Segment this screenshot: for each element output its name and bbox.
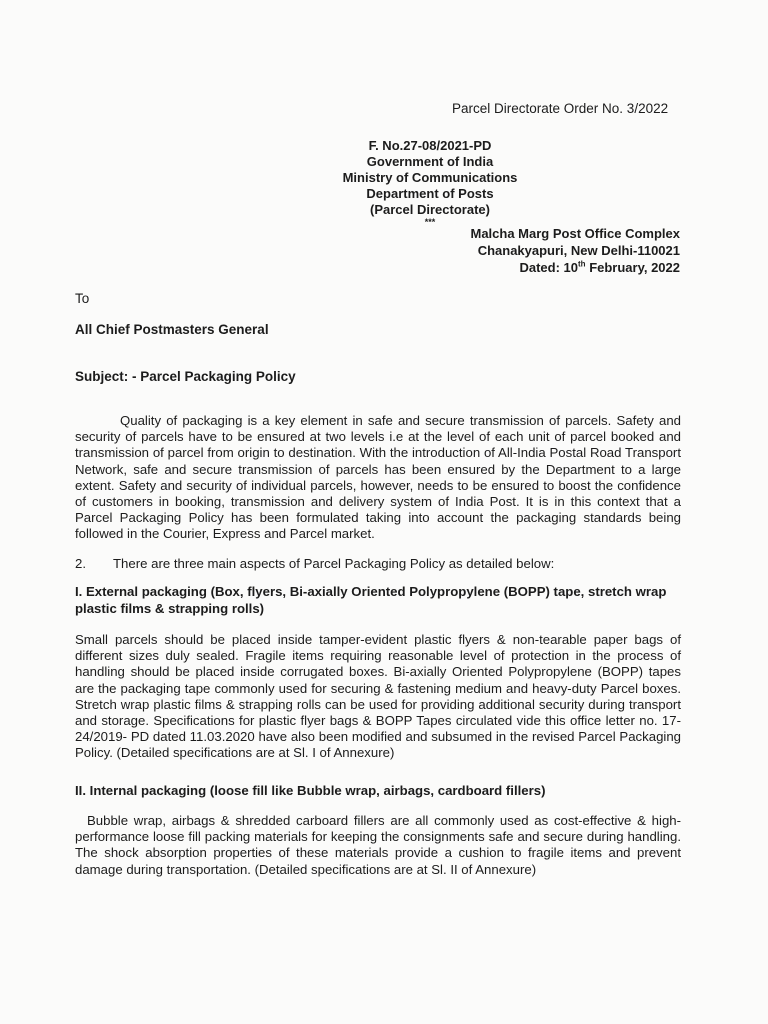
paragraph-2-number: 2. [75, 556, 86, 571]
paragraph-2 [75, 556, 681, 572]
date-suffix: February, 2022 [585, 260, 680, 275]
separator-stars: *** [424, 217, 436, 227]
paragraph-2-text: There are three main aspects of Parcel Packaging Policy as detailed below: [113, 556, 555, 571]
recipient: All Chief Postmasters General [75, 322, 269, 337]
section-1-body: Small parcels should be placed inside tamper-evident plastic flyers & non-tearable paper bags of different sizes duly sealed. Fragile items requiring reasonable level of protection in the process of handling should be placed inside corrugated boxes. Bi-axially Oriented Polypropylene (BOPP) tapes are the packaging tape commonly used for securing & fastening medium and heavy-duty Parcel boxes. Stretch wrap plastic films & strapping rolls can be used for providing additional security during transport and storage. Specifications for plastic flyer bags & BOPP Tapes circulated vide this office letter no. 17-24/2019- PD dated 11.03.2020 have also been modified and subsumed in the revised Parcel Packaging Policy. (Detailed specifications are at Sl. I of Annexure) [75, 632, 681, 761]
section-1-heading: I. External packaging (Box, flyers, Bi-axially Oriented Polypropylene (BOPP) tape, stretch wrap plastic films & strapping rolls) [75, 584, 667, 616]
file-number: F. No.27-08/2021-PD [368, 138, 492, 153]
date-line [430, 259, 680, 276]
directorate-name: (Parcel Directorate) [370, 202, 490, 217]
ministry-name: Ministry of Communications [342, 170, 518, 185]
government-name: Government of India [366, 154, 494, 169]
subject-line: Subject: - Parcel Packaging Policy [75, 369, 296, 384]
date-superscript: th [578, 259, 586, 269]
section-2-body: Bubble wrap, airbags & shredded carboard fillers are all commonly used as cost-effective & high-performance loose fill packing materials for keeping the consignments safe and secure during handling. The shock absorption properties of these materials provide a cushion to fragile items and prevent damage during transportation. (Detailed specifications are at Sl. II of Annexure) [75, 813, 681, 877]
to-label: To [75, 291, 90, 306]
section-2-heading: II. Internal packaging (loose fill like Bubble wrap, airbags, cardboard fillers) [75, 783, 546, 798]
sender-address [430, 225, 680, 276]
order-number: Parcel Directorate Order No. 3/2022 [452, 101, 669, 116]
address-line-1: Malcha Marg Post Office Complex [470, 226, 680, 241]
department-name: Department of Posts [366, 186, 494, 201]
address-line-2: Chanakyapuri, New Delhi-110021 [477, 243, 680, 258]
paragraph-intro: Quality of packaging is a key element in safe and secure transmission of parcels. Safety and security of parcels have to be ensured at two levels i.e at the level of each unit of parcel booked and transmission of parcel from origin to destination. With the introduction of All-India Postal Road Transport Network, safe and secure transmission of parcels has been ensured by the Department to a large extent. Safety and security of individual parcels, however, needs to be ensured to boost the confidence of customers in booking, transmission and delivery system of India Post. It is in this context that a Parcel Packaging Policy has been formulated taking into account the packaging standards being followed in the Courier, Express and Parcel market. [75, 413, 681, 542]
letterhead [300, 138, 560, 226]
date-prefix: Dated: 10 [519, 260, 579, 275]
